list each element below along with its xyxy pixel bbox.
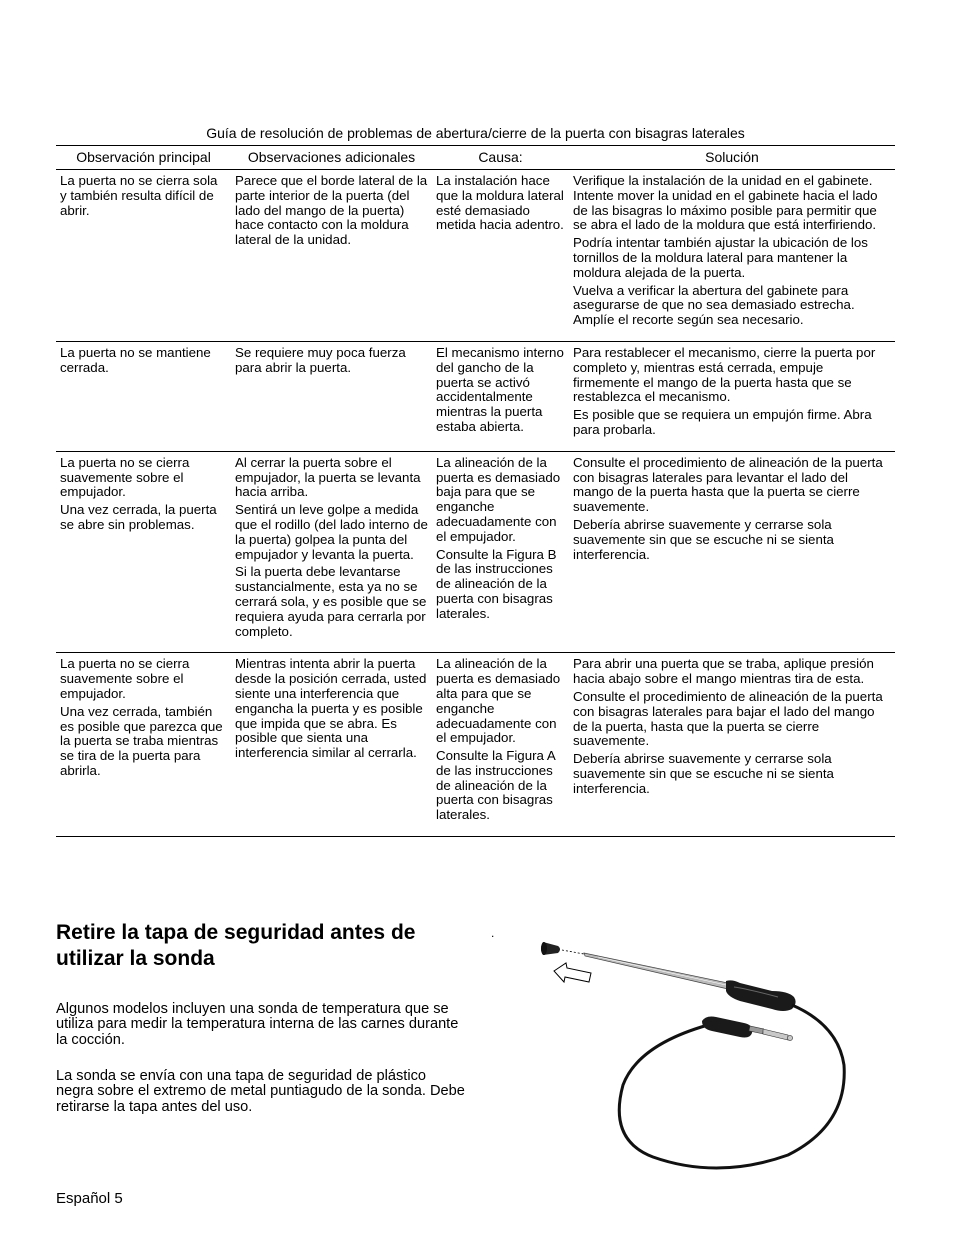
cell-adicionales <box>231 341 432 451</box>
cell-causa <box>432 341 569 451</box>
cell-text: La alineación de la puerta es demasiado baja para que se enganche adecuadamente con el empujador. <box>436 454 561 544</box>
cell-text: Una vez cerrada, también es posible que parezca que la puerta se traba mientras se tira de la puerta para abrirla. <box>60 703 223 778</box>
cell-text: Consulte la Figura A de las instrucciones de alineación de la puerta con bisagras laterales. <box>436 748 556 823</box>
cell-text: Parece que el borde lateral de la parte interior de la puerta (del lado del mango de la puerta) hace contacto con la moldura lateral de la unidad. <box>235 173 428 248</box>
table-caption: Guía de resolución de problemas de abertura/cierre de la puerta con bisagras laterales <box>206 125 745 141</box>
section-title: Retire la tapa de seguridad antes de utilizar la sonda <box>56 921 416 970</box>
cell-observacion <box>56 653 231 837</box>
table-row <box>56 170 895 342</box>
cell-text: Consulte el procedimiento de alineación de la puerta con bisagras laterales para bajar el lado del mango de la puerta, hasta que la puerta se cierre suavemente. <box>573 688 883 749</box>
removal-guide-line <box>562 950 584 954</box>
cell-text: La puerta no se cierra suavemente sobre el empujador. <box>60 454 190 500</box>
table-row <box>56 451 895 653</box>
cell-causa <box>432 653 569 837</box>
cell-observacion <box>56 341 231 451</box>
table-header-row <box>56 146 895 170</box>
safety-cap-icon <box>541 942 560 955</box>
cell-text: Se requiere muy poca fuerza para abrir la puerta. <box>235 344 406 375</box>
cell-text: Es posible que se requiera un empujón firme. Abra para probarla. <box>573 407 872 437</box>
cell-observacion <box>56 451 231 653</box>
cell-text: Una vez cerrada, la puerta se abre sin problemas. <box>60 502 217 532</box>
cell-causa <box>432 170 569 342</box>
cell-text: Debería abrirse suavemente y cerrarse sola suavemente sin que se escuche ni se sienta interferencia. <box>573 751 834 796</box>
cell-text: Consulte la Figura B de las instrucciones de alineación de la puerta con bisagras laterales. <box>436 546 557 621</box>
cell-adicionales <box>231 451 432 653</box>
jack-plug-icon <box>702 1017 793 1041</box>
cell-text: Mientras intenta abrir la puerta desde la posición cerrada, usted siente una interferencia que engancha la puerta y es posible que impida que se abra. Es posible que sienta una interferencia similar al cerrarla. <box>235 656 427 761</box>
cell-observacion <box>56 170 231 342</box>
cell-text: Verifique la instalación de la unidad en el gabinete. Intente mover la unidad en el gabinete hacia el lado de las bisagras lo máximo posible para permitir que se abra el lado de la moldura que está interfiriendo. <box>573 173 878 233</box>
cell-solucion <box>569 653 895 837</box>
cell-adicionales <box>231 170 432 342</box>
removal-arrow-icon <box>554 963 591 982</box>
cell-text: Si la puerta debe levantarse sustancialmente, esta ya no se cerrará sola, y es posible que se requiera ayuda para cerrarla por completo. <box>235 564 427 639</box>
cell-text: La instalación hace que la moldura lateral esté demasiado metida hacia adentro. <box>436 173 564 233</box>
cell-text: Para abrir una puerta que se traba, aplique presión hacia abajo sobre el mango mientras tira de esta. <box>573 656 874 687</box>
cell-text: La puerta no se cierra sola y también resulta difícil de abrir. <box>60 173 218 218</box>
cell-text: La puerta no se mantiene cerrada. <box>60 344 211 375</box>
section-paragraph-1: Algunos modelos incluyen una sonda de temperatura que se utiliza para medir la temperatura interna de las carnes durante la cocción. <box>56 1001 459 1048</box>
cell-text: Para restablecer el mecanismo, cierre la puerta por completo y, mientras está cerrada, empuje firmemente el mango de la puerta hasta que se restablezca el mecanismo. <box>573 344 876 405</box>
temperature-probe-illustration <box>488 925 868 1175</box>
page-footer: Español 5 <box>56 1190 123 1207</box>
cell-causa <box>432 451 569 653</box>
cell-adicionales <box>231 653 432 837</box>
cell-solucion <box>569 341 895 451</box>
cell-text: Vuelva a verificar la abertura del gabinete para asegurarse de que no sea demasiado estrecha. Amplíe el recorte según sea necesario. <box>573 282 855 328</box>
cell-text: Sentirá un leve golpe a medida que el rodillo (del lado interno de la puerta) golpea la punta del empujador y levanta la puerta. <box>235 502 428 562</box>
cell-text: La alineación de la puerta es demasiado alta para que se enganche adecuadamente con el empujador. <box>436 656 561 746</box>
header-causa: Causa: <box>432 146 569 170</box>
cell-solucion <box>569 451 895 653</box>
cell-text: La puerta no se cierra suavemente sobre el empujador. <box>60 656 190 701</box>
cell-text: Consulte el procedimiento de alineación de la puerta con bisagras laterales para levantar el lado del mango de la puerta hasta que la puerta se cierre suavemente. <box>573 454 883 515</box>
section-paragraph-2: La sonda se envía con una tapa de seguridad de plástico negra sobre el extremo de metal puntiagudo de la sonda. Debe retirarse la tapa antes del uso. <box>56 1068 465 1115</box>
header-adicionales: Observaciones adicionales <box>231 146 432 170</box>
probe-spike-icon <box>584 953 728 989</box>
header-solucion: Solución <box>569 146 895 170</box>
cell-solucion <box>569 170 895 342</box>
probe-handle-icon <box>726 980 796 1011</box>
figure-dot: . <box>491 926 495 940</box>
cell-text: Al cerrar la puerta sobre el empujador, la puerta se levanta hacia arriba. <box>235 454 421 500</box>
troubleshooting-table <box>56 145 895 837</box>
header-observacion: Observación principal <box>56 146 231 170</box>
cell-text: Podría intentar también ajustar la ubicación de los tornillos de la moldura lateral para mantener la moldura alejada de la puerta. <box>573 235 868 280</box>
table-row <box>56 653 895 837</box>
table-row <box>56 341 895 451</box>
cell-text: El mecanismo interno del gancho de la puerta se activó accidentalmente mientras la puerta estaba abierta. <box>436 344 564 434</box>
cell-text: Debería abrirse suavemente y cerrarse sola suavemente sin que se escuche ni se sienta interferencia. <box>573 516 834 562</box>
